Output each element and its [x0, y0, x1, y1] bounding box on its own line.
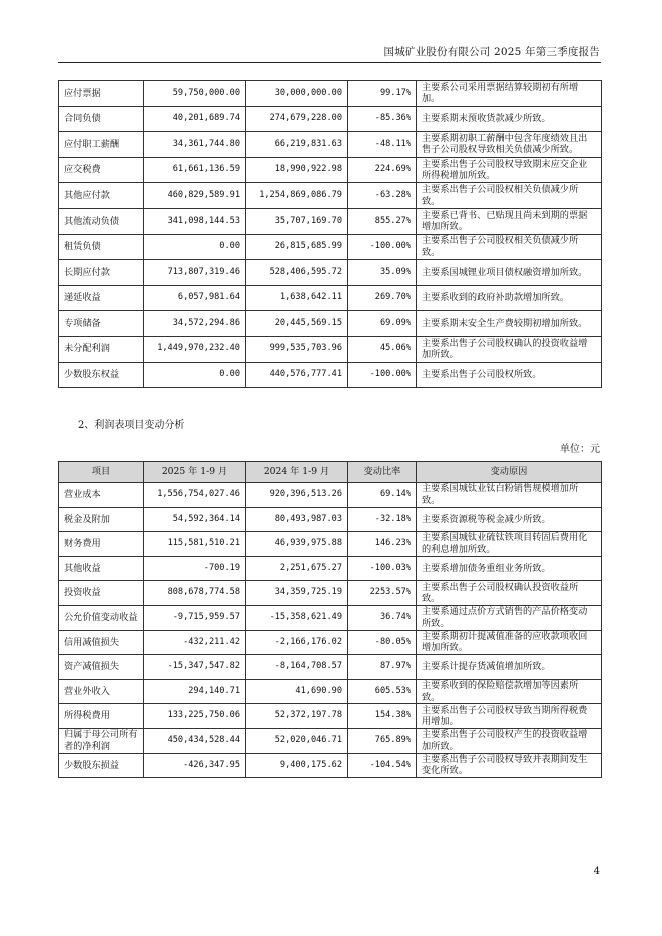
table-cell-item: 专项储备: [59, 311, 144, 337]
table-cell-prior: 66,219,831.63: [246, 132, 348, 158]
table-row: [59, 728, 602, 753]
table-cell-prior: -15,358,621.49: [246, 605, 348, 630]
table-row: [59, 311, 602, 337]
table-cell-item: 所得税费用: [59, 704, 144, 729]
table-cell-prior: 1,638,642.11: [246, 285, 348, 311]
table-cell-change: 99.17%: [348, 81, 417, 107]
table-cell-current: -15,347,547.82: [144, 655, 246, 680]
table-row: [59, 285, 602, 311]
table-cell-reason: 主要系出售子公司股权导致期末应交企业所得税增加所致。: [417, 157, 602, 183]
table-cell-prior: 46,939,975.88: [246, 532, 348, 557]
table-cell-change: 69.14%: [348, 483, 417, 508]
table-cell-reason: 主要系出售子公司股权相关负债减少所致。: [417, 234, 602, 260]
table-cell-prior: 2,251,675.27: [246, 556, 348, 581]
table-row: [59, 208, 602, 234]
table-cell-reason: 主要系出售子公司股权确认的投资收益增加所致。: [417, 336, 602, 362]
table-cell-current: 34,572,294.86: [144, 311, 246, 337]
table-cell-reason: 主要系出售子公司股权确认投资收益所致。: [417, 581, 602, 606]
table-cell-change: -85.36%: [348, 106, 417, 132]
table-cell-item: 其他应付款: [59, 183, 144, 209]
table-cell-change: -100.00%: [348, 234, 417, 260]
table-cell-change: 855.27%: [348, 208, 417, 234]
table-row: [59, 581, 602, 606]
table-cell-change: -32.18%: [348, 507, 417, 532]
table-row: [59, 704, 602, 729]
table-cell-item: 未分配利润: [59, 336, 144, 362]
table-cell-prior: 9,400,175.62: [246, 753, 348, 778]
table-cell-current: 61,661,136.59: [144, 157, 246, 183]
section-title: 2、利润表项目变动分析: [78, 420, 185, 431]
table-cell-current: 6,057,981.64: [144, 285, 246, 311]
table-row: [59, 234, 602, 260]
balance-sheet-changes-table: [58, 80, 602, 388]
table-cell-item: 应付职工薪酬: [59, 132, 144, 158]
table-cell-current: 341,098,144.53: [144, 208, 246, 234]
table-cell-reason: 主要系收到的政府补助款增加所致。: [417, 285, 602, 311]
table-row: [59, 679, 602, 704]
table-cell-current: 115,581,510.21: [144, 532, 246, 557]
table-cell-prior: 41,690.90: [246, 679, 348, 704]
table-cell-reason: 主要系期初计提减值准备的应收款项收回增加所致。: [417, 630, 602, 655]
table-cell-reason: 主要系已背书、已贴现且尚未到期的票据增加所致。: [417, 208, 602, 234]
table-cell-prior: 52,372,197.78: [246, 704, 348, 729]
table-cell-change: -80.05%: [348, 630, 417, 655]
table-cell-prior: 999,535,703.96: [246, 336, 348, 362]
table-cell-current: 0.00: [144, 234, 246, 260]
table-row: [59, 483, 602, 508]
table-cell-change: -100.00%: [348, 362, 417, 388]
unit-label: 单位：元: [560, 444, 600, 455]
table-row: [59, 132, 602, 158]
header-change-reason: 变动原因: [417, 462, 602, 483]
table-cell-reason: 主要系通过点价方式销售的产品价格变动所致。: [417, 605, 602, 630]
table-cell-prior: 34,359,725.19: [246, 581, 348, 606]
table-cell-prior: 274,679,228.00: [246, 106, 348, 132]
table-cell-reason: 主要系出售子公司股权导致并表期间发生变化所致。: [417, 753, 602, 778]
table-cell-item: 资产减值损失: [59, 655, 144, 680]
table-cell-item: 信用减值损失: [59, 630, 144, 655]
table-row: [59, 260, 602, 286]
table-cell-change: -63.28%: [348, 183, 417, 209]
table-cell-item: 少数股东权益: [59, 362, 144, 388]
table-cell-change: 154.38%: [348, 704, 417, 729]
header-prior-period: 2024 年 1-9 月: [246, 462, 348, 483]
table-cell-change: -48.11%: [348, 132, 417, 158]
table-cell-item: 其他收益: [59, 556, 144, 581]
table-cell-item: 合同负债: [59, 106, 144, 132]
table-cell-change: 87.97%: [348, 655, 417, 680]
table-cell-reason: 主要系期末安全生产费较期初增加所致。: [417, 311, 602, 337]
table-cell-change: -100.03%: [348, 556, 417, 581]
table-header-row: [59, 462, 602, 483]
table-cell-reason: 主要系期初职工薪酬中包含年度绩效且出售子公司股权导致相关负债减少所致。: [417, 132, 602, 158]
table-row: [59, 753, 602, 778]
income-statement-changes-table: [58, 461, 602, 778]
table-cell-reason: 主要系资源税等税金减少所致。: [417, 507, 602, 532]
table-cell-reason: 主要系国城锂业项目债权融资增加所致。: [417, 260, 602, 286]
table-cell-change: -104.54%: [348, 753, 417, 778]
table-cell-reason: 主要系计提存货减值增加所致。: [417, 655, 602, 680]
table-row: [59, 157, 602, 183]
table-cell-change: 224.69%: [348, 157, 417, 183]
table-cell-current: 808,678,774.58: [144, 581, 246, 606]
table-cell-prior: 52,020,046.71: [246, 728, 348, 753]
table-cell-item: 归属于母公司所有者的净利润: [59, 728, 144, 753]
table-cell-prior: 440,576,777.41: [246, 362, 348, 388]
report-header: 国城矿业股份有限公司 2025 年第三季度报告: [383, 46, 600, 58]
table-cell-prior: 30,000,000.00: [246, 81, 348, 107]
table-row: [59, 183, 602, 209]
table-cell-current: 713,807,319.46: [144, 260, 246, 286]
table-cell-item: 少数股东损益: [59, 753, 144, 778]
table-cell-current: 0.00: [144, 362, 246, 388]
table-row: [59, 336, 602, 362]
table-row: [59, 605, 602, 630]
table-cell-prior: -8,164,708.57: [246, 655, 348, 680]
table-cell-item: 税金及附加: [59, 507, 144, 532]
table-row: [59, 362, 602, 388]
table-cell-current: 40,201,689.74: [144, 106, 246, 132]
table-cell-reason: 主要系出售子公司股权相关负债减少所致。: [417, 183, 602, 209]
table-cell-prior: 35,707,169.70: [246, 208, 348, 234]
table-cell-current: 450,434,528.44: [144, 728, 246, 753]
table-cell-reason: 主要系国城钛业钛白粉销售规模增加所致。: [417, 483, 602, 508]
table-cell-current: 34,361,744.80: [144, 132, 246, 158]
table-cell-prior: 20,445,569.15: [246, 311, 348, 337]
table-cell-change: 2253.57%: [348, 581, 417, 606]
table-cell-reason: 主要系期末预收货款减少所致。: [417, 106, 602, 132]
table-cell-prior: 528,406,595.72: [246, 260, 348, 286]
table-row: [59, 655, 602, 680]
page-number: 4: [593, 866, 600, 877]
table-cell-current: -700.19: [144, 556, 246, 581]
table-cell-current: -426,347.95: [144, 753, 246, 778]
table-cell-current: 1,449,970,232.40: [144, 336, 246, 362]
table-row: [59, 630, 602, 655]
table-cell-item: 营业成本: [59, 483, 144, 508]
header-divider: [58, 62, 601, 63]
header-item: 项目: [59, 462, 144, 483]
table-cell-item: 应付票据: [59, 81, 144, 107]
table-cell-change: 69.09%: [348, 311, 417, 337]
table-cell-item: 租赁负债: [59, 234, 144, 260]
table-cell-prior: 920,396,513.26: [246, 483, 348, 508]
table-cell-reason: 主要系公司采用票据结算较期初有所增加。: [417, 81, 602, 107]
table-cell-reason: 主要系增加债务重组业务所致。: [417, 556, 602, 581]
table-cell-item: 公允价值变动收益: [59, 605, 144, 630]
table-cell-reason: 主要系出售子公司股权所致。: [417, 362, 602, 388]
table-cell-change: 36.74%: [348, 605, 417, 630]
table-row: [59, 81, 602, 107]
table-cell-current: 59,750,000.00: [144, 81, 246, 107]
table-cell-current: 133,225,750.06: [144, 704, 246, 729]
table-cell-current: -432,211.42: [144, 630, 246, 655]
table-cell-item: 长期应付款: [59, 260, 144, 286]
header-current-period: 2025 年 1-9 月: [144, 462, 246, 483]
table-cell-item: 营业外收入: [59, 679, 144, 704]
table-cell-change: 45.06%: [348, 336, 417, 362]
table-cell-current: 1,556,754,027.46: [144, 483, 246, 508]
table-cell-prior: -2,166,176.02: [246, 630, 348, 655]
table-cell-current: 460,829,589.91: [144, 183, 246, 209]
table-cell-item: 财务费用: [59, 532, 144, 557]
table-row: [59, 556, 602, 581]
table-cell-prior: 26,815,685.99: [246, 234, 348, 260]
table-cell-change: 35.09%: [348, 260, 417, 286]
table-cell-reason: 主要系收到的保险赔偿款增加等因素所致。: [417, 679, 602, 704]
table-cell-item: 其他流动负债: [59, 208, 144, 234]
table-cell-prior: 1,254,869,086.79: [246, 183, 348, 209]
table-cell-current: 54,592,364.14: [144, 507, 246, 532]
table-cell-change: 765.89%: [348, 728, 417, 753]
table-cell-item: 递延收益: [59, 285, 144, 311]
table-cell-current: -9,715,959.57: [144, 605, 246, 630]
table-cell-item: 投资收益: [59, 581, 144, 606]
table-row: [59, 106, 602, 132]
table-cell-change: 146.23%: [348, 532, 417, 557]
table-row: [59, 507, 602, 532]
table-cell-item: 应交税费: [59, 157, 144, 183]
table-cell-prior: 80,493,987.03: [246, 507, 348, 532]
table-cell-current: 294,140.71: [144, 679, 246, 704]
table-row: [59, 532, 602, 557]
table-cell-reason: 主要系出售子公司股权导致当期所得税费用增加。: [417, 704, 602, 729]
header-change-ratio: 变动比率: [348, 462, 417, 483]
table-cell-prior: 18,990,922.98: [246, 157, 348, 183]
table-cell-change: 605.53%: [348, 679, 417, 704]
table-cell-reason: 主要系国城钛业硫钛铁项目转固后费用化的利息增加所致。: [417, 532, 602, 557]
table-cell-change: 269.70%: [348, 285, 417, 311]
table-cell-reason: 主要系出售子公司股权产生的投资收益增加所致。: [417, 728, 602, 753]
